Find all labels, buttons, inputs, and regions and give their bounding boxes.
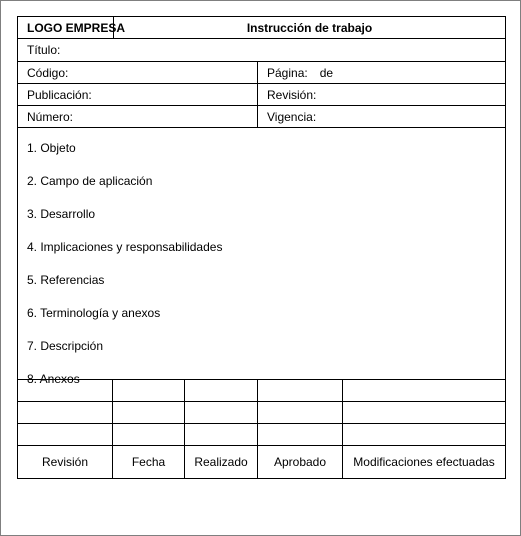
code-label: Código: [27,65,69,80]
publication-label: Publicación: [27,87,92,102]
section-heading: 5. Referencias [27,273,105,287]
document-title: Instrucción de trabajo [113,17,505,38]
column-header-date: Fecha [131,455,166,469]
table-row-divider [18,401,505,402]
section-heading: 6. Terminología y anexos [27,306,161,320]
revision-table [18,379,505,478]
publication-revision-row [18,84,505,106]
section-heading: 3. Desarrollo [27,207,96,221]
column-header-approved: Aprobado [273,455,327,469]
column-header-revision: Revisión [41,455,89,469]
section-heading: 7. Descripción [27,339,104,353]
page-label: Página: [267,65,308,80]
section-heading: 2. Campo de aplicación [27,174,153,188]
header-row [18,17,505,39]
number-label: Número: [27,109,74,124]
section-heading: 1. Objeto [27,141,76,155]
revision-label: Revisión: [257,84,505,105]
section-heading: 4. Implicaciones y responsabilidades [27,240,223,254]
column-header-modifications: Modificaciones efectuadas [353,455,495,469]
validity-label: Vigencia: [257,106,505,127]
page-field [257,62,505,83]
code-page-row [18,62,505,84]
title-row [18,39,505,62]
title-label: Título: [27,43,61,57]
number-validity-row [18,106,505,128]
table-row-divider [18,423,505,424]
sections-area [18,128,505,386]
work-instruction-form [17,16,506,479]
section-heading: 8. Anexos [27,372,80,386]
company-logo-placeholder: LOGO EMPRESA [27,20,126,35]
page-of-label: de [319,65,334,80]
column-header-done-by: Realizado [194,455,248,469]
